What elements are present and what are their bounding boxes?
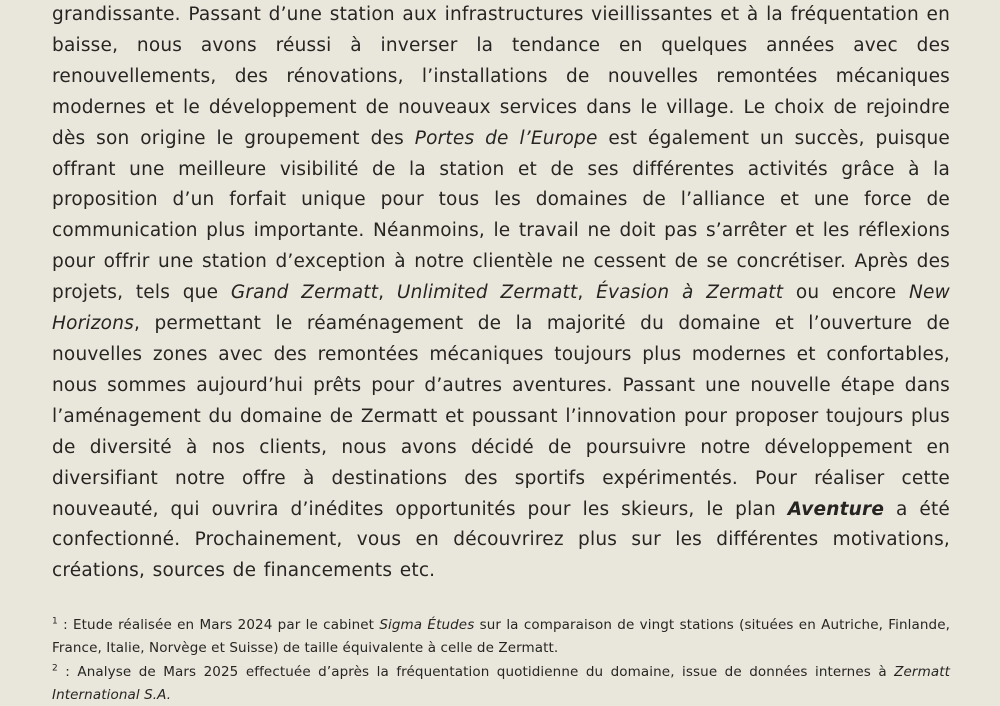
footnote-2-marker: 2	[52, 663, 58, 674]
text-segment-italic: Zermatt International S.A.	[52, 664, 950, 703]
footnote-2	[52, 661, 950, 706]
text-segment-normal: sur la comparaison de vingt stations (situées en Autriche, Finlande, France, Italie, Norvège et Suisse) de taille équivalente à celle de Zermatt.	[52, 617, 950, 656]
text-segment-italic: Portes de l’Europe	[414, 127, 598, 149]
text-segment-normal: grandissante. Passant d’une station aux infrastructures vieillissantes et à la fréquentation en baisse, nous avons réussi à inverser la tendance en quelques années avec des renouvellements, des rénovations, l’installations de nouvelles remontées mécaniques modernes et le développement de nouveaux services dans le village. Le choix de rejoindre dès son origine le groupement des	[52, 4, 950, 149]
text-segment-normal: ,	[378, 282, 397, 304]
text-segment-normal: : Etude réalisée en Mars 2024 par le cabinet	[57, 617, 380, 633]
footnote-1-marker: 1	[52, 616, 58, 627]
footnote-1-text	[52, 617, 950, 656]
text-segment-italic: Grand Zermatt	[230, 282, 379, 304]
text-segment-italic: Évasion à Zermatt	[596, 282, 784, 304]
text-segment-normal: est également un succès, puisque offrant une meilleure visibilité de la station et de ses différentes activités grâce à la proposition d’un forfait unique pour tous les domaines de l’alliance et une force de communication plus importante. Néanmoins, le travail ne doit pas s’arrêter et les réflexions pour offrir une station d’exception à notre clientèle ne cessent de se concrétiser. Après des projets, tels que	[52, 127, 950, 304]
text-segment-bold-italic: Aventure	[787, 498, 885, 520]
text-segment-normal: : Analyse de Mars 2025 effectuée d’après la fréquentation quotidienne du domaine, issue de données internes à	[57, 664, 895, 680]
text-segment-italic: New Horizons	[52, 282, 950, 335]
footnote-2-text	[52, 664, 950, 703]
footnotes-section	[52, 614, 950, 706]
text-segment-normal: ou encore	[783, 282, 909, 304]
text-segment-italic: Unlimited Zermatt	[396, 282, 578, 304]
text-segment-normal: a été confectionné. Prochainement, vous en découvrirez plus sur les différentes motivations, créations, sources de financements etc.	[52, 498, 950, 582]
footnote-1	[52, 614, 950, 660]
body-paragraph	[52, 0, 950, 587]
text-segment-italic: Sigma Études	[379, 617, 475, 633]
text-segment-normal: ,	[577, 282, 597, 304]
text-segment-normal: , permettant le réaménagement de la majorité du domaine et l’ouverture de nouvelles zones avec des remontées mécaniques toujours plus modernes et confortables, nous sommes aujourd’hui prêts pour d’autres aventures. Passant une nouvelle étape dans l’aménagement du domaine de Zermatt et poussant l’innovation pour proposer toujours plus de diversité à nos clients, nous avons décidé de poursuivre notre développement en diversifiant notre offre à destinations des sportifs expérimentés. Pour réaliser cette nouveauté, qui ouvrira d’inédites opportunités pour les skieurs, le plan	[52, 313, 950, 520]
